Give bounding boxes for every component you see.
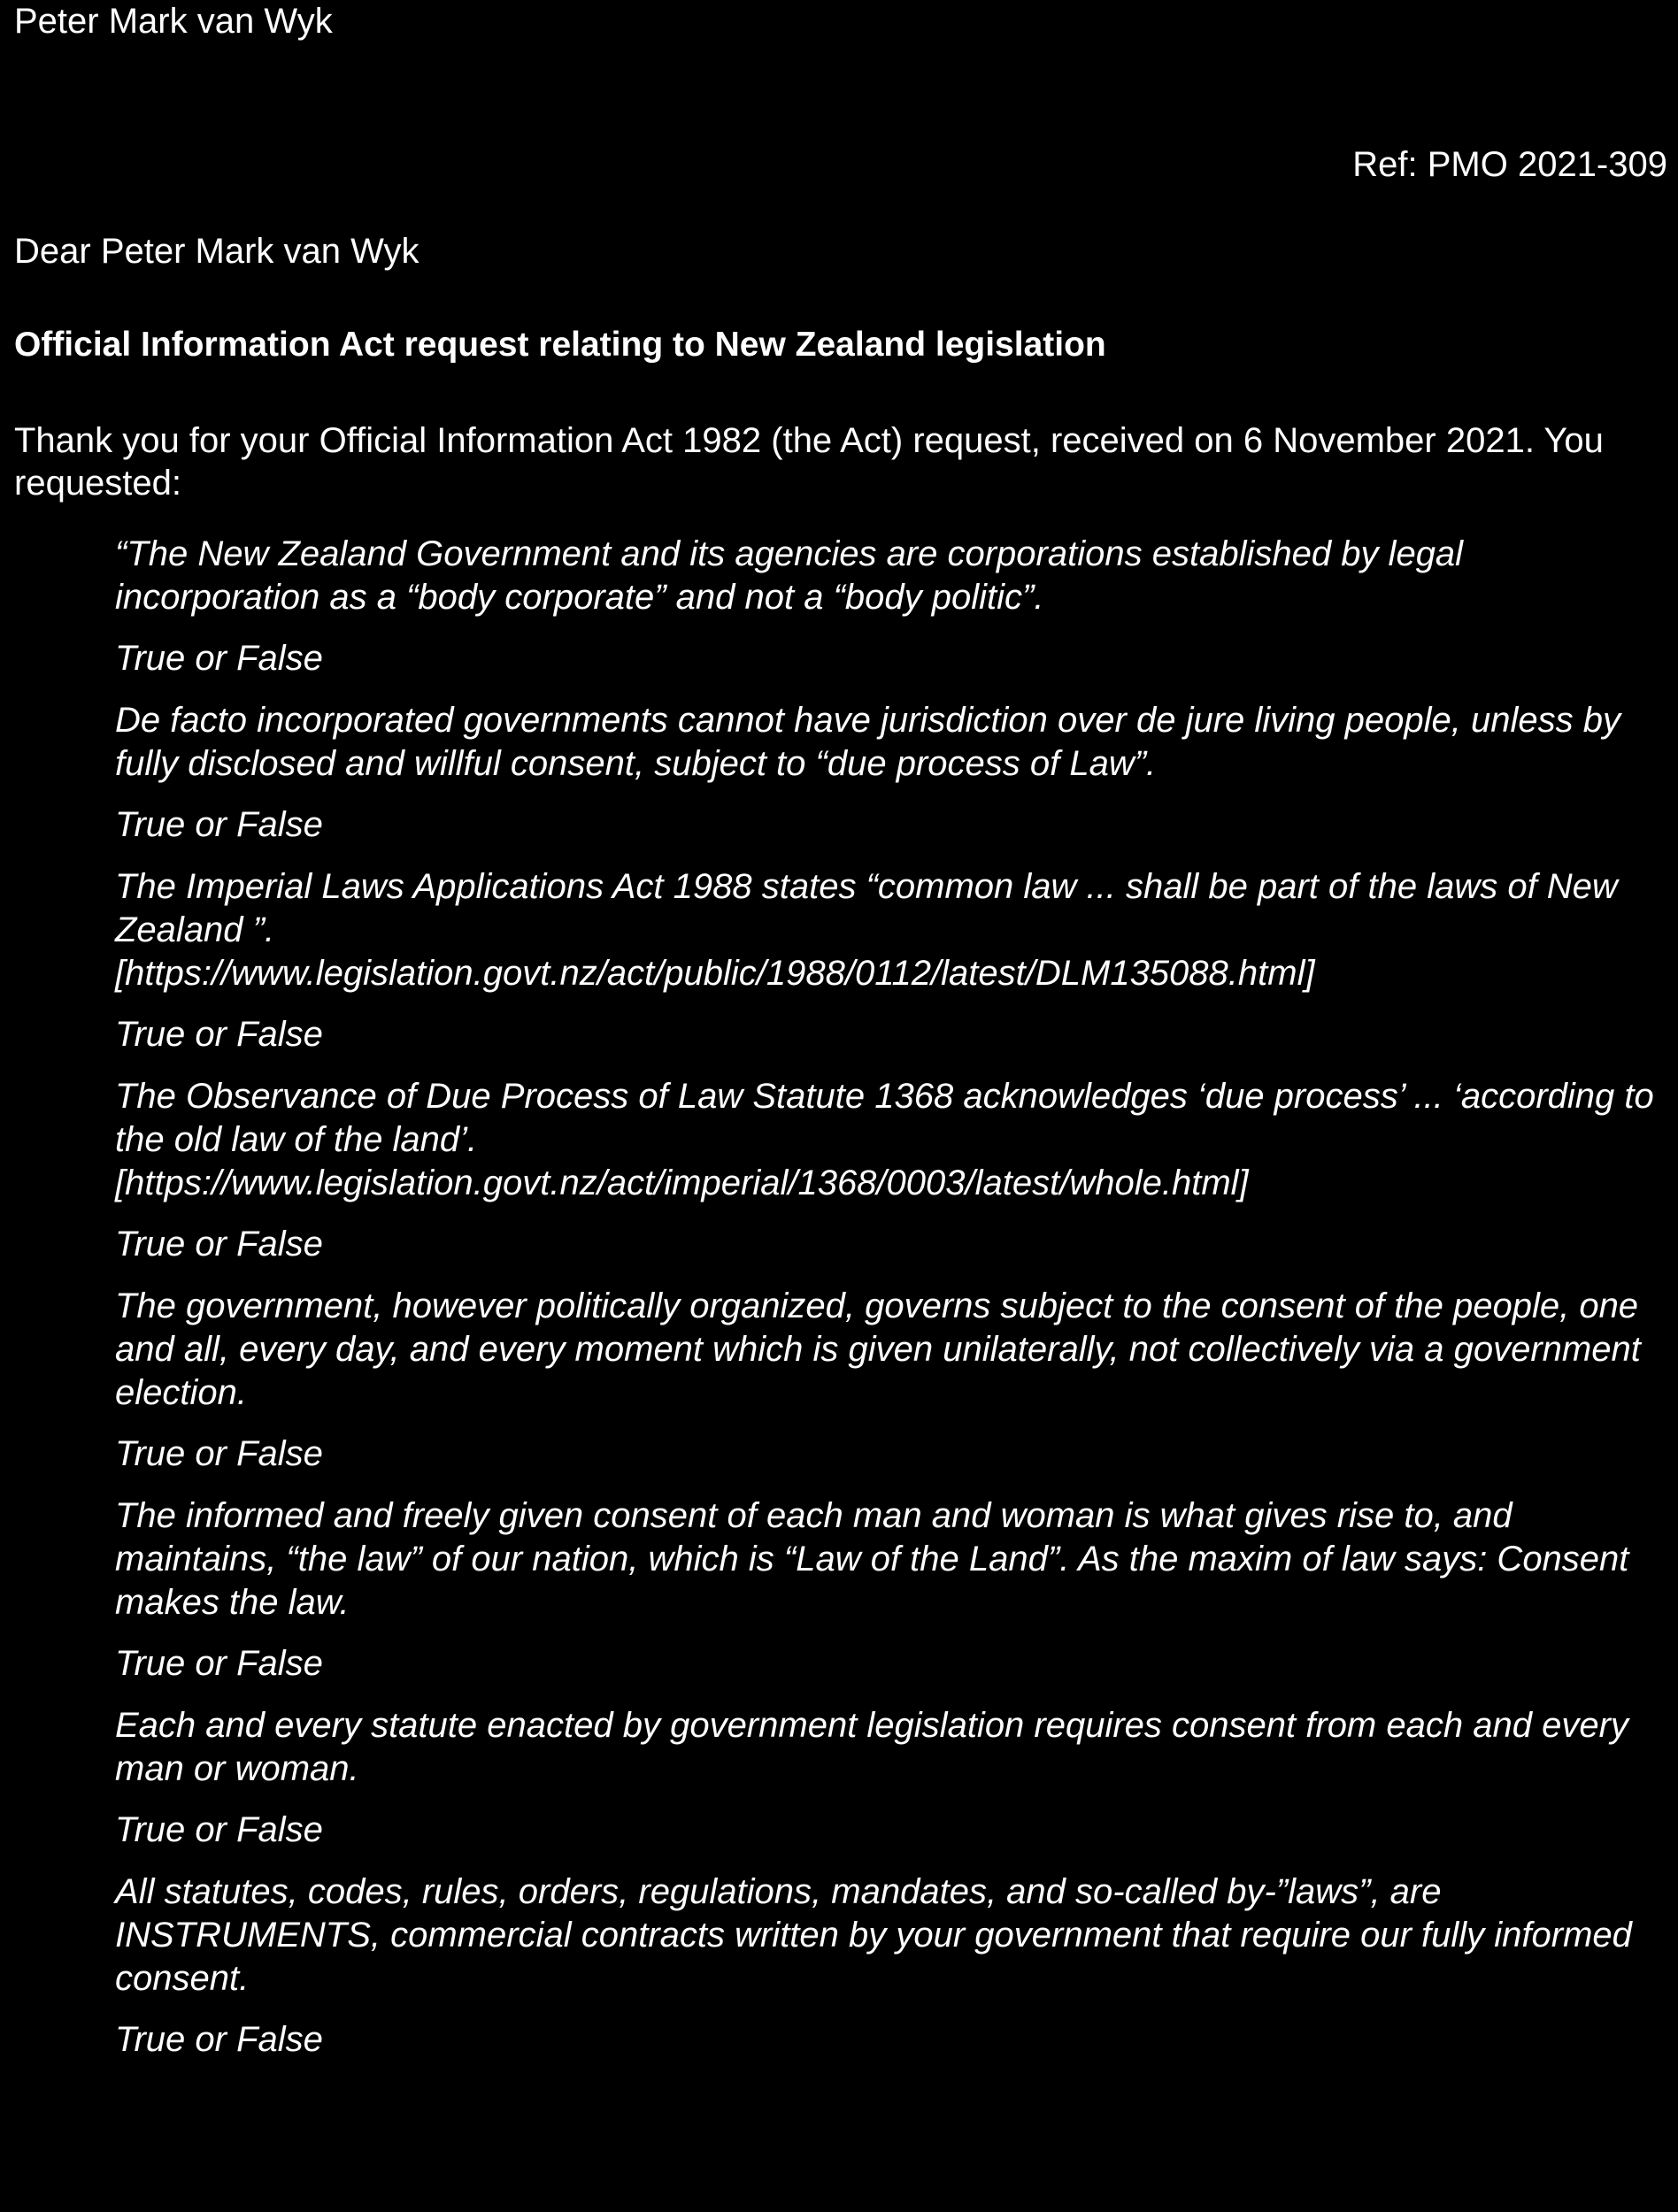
true-or-false-label: True or False <box>115 1015 323 1054</box>
statement-item <box>115 865 1673 1056</box>
statement-item <box>115 699 1673 846</box>
legislation-link: [https://www.legislation.govt.nz/act/public/1988/0112/latest/DLM135088.html] <box>115 954 1315 993</box>
statement-text <box>115 1494 1673 1624</box>
statement-text <box>115 1704 1673 1791</box>
statement-item <box>115 1870 1673 2061</box>
legislation-link: [https://www.legislation.govt.nz/act/imperial/1368/0003/latest/whole.html] <box>115 1164 1249 1202</box>
true-or-false-label: True or False <box>115 2020 323 2059</box>
statement-text <box>115 533 1673 619</box>
recipient-name: Peter Mark van Wyk <box>14 2 333 41</box>
statement-body: The Observance of Due Process of Law Statute 1368 acknowledges ‘due process’ ... ‘according to the old law of the land’. <box>115 1077 1654 1159</box>
statement-text <box>115 1075 1673 1205</box>
statement-body: De facto incorporated governments cannot have jurisdiction over de jure living people, unless by fully disclosed and willful consent, subject to “due process of Law”. <box>115 701 1620 783</box>
true-or-false-label: True or False <box>115 1810 323 1849</box>
true-or-false-label: True or False <box>115 639 323 678</box>
true-or-false-label: True or False <box>115 805 323 844</box>
true-or-false-label: True or False <box>115 1644 323 1683</box>
true-or-false-label: True or False <box>115 1225 323 1263</box>
statement-body: All statutes, codes, rules, orders, regulations, mandates, and so-called by-”laws”, are INSTRUMENTS, commercial contracts written by your government that require our fully informed consent. <box>115 1872 1632 1998</box>
statement-text <box>115 1870 1673 2001</box>
statement-body: The Imperial Laws Applications Act 1988 states “common law ... shall be part of the laws of New Zealand ”. <box>115 867 1618 949</box>
reference-number: Ref: PMO 2021-309 <box>1352 145 1667 184</box>
statement-text <box>115 699 1673 786</box>
true-or-false-label: True or False <box>115 1434 323 1473</box>
subject-heading: Official Information Act request relating to New Zealand legislation <box>14 326 1106 364</box>
statement-item <box>115 533 1673 680</box>
statement-text <box>115 865 1673 995</box>
statement-item <box>115 1704 1673 1851</box>
intro-paragraph: Thank you for your Official Information Act 1982 (the Act) request, received on 6 November 2021. You requested: <box>14 421 1604 503</box>
statement-item <box>115 1494 1673 1685</box>
statement-item <box>115 1285 1673 1475</box>
statement-item <box>115 1075 1673 1265</box>
requested-statements <box>115 533 1673 2080</box>
statement-body: Each and every statute enacted by government legislation requires consent from each and every man or woman. <box>115 1706 1628 1788</box>
statement-body: The government, however politically organized, governs subject to the consent of the people, one and all, every day, and every moment which is given unilaterally, not collectively via a government election. <box>115 1286 1641 1412</box>
salutation: Dear Peter Mark van Wyk <box>14 232 420 271</box>
statement-body: “The New Zealand Government and its agencies are corporations established by legal incorporation as a “body corporate” and not a “body politic”. <box>115 534 1464 617</box>
statement-text <box>115 1285 1673 1415</box>
statement-body: The informed and freely given consent of each man and woman is what gives rise to, and maintains, “the law” of our nation, which is “Law of the Land”. As the maxim of law says: Consent makes the law. <box>115 1496 1629 1622</box>
